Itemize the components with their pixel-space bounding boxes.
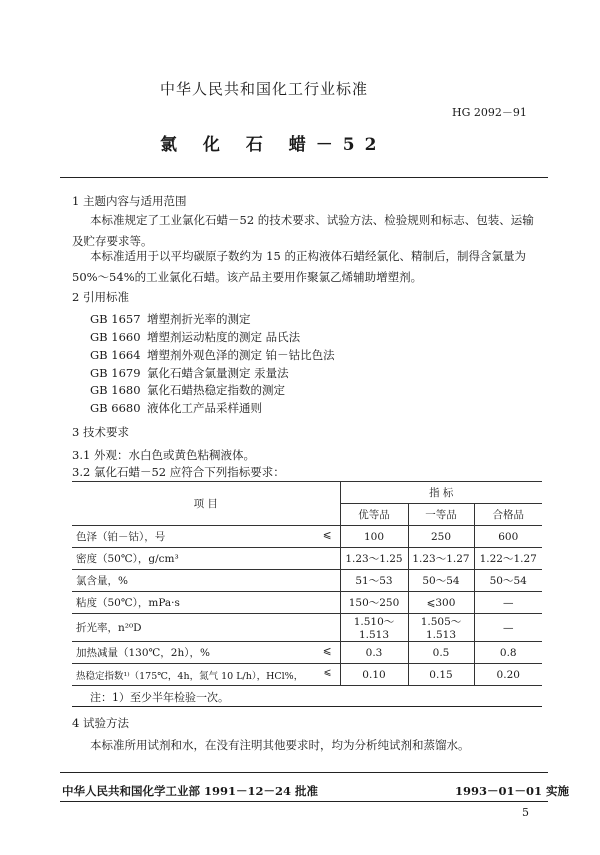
reference-item xyxy=(90,365,289,381)
reference-item xyxy=(90,311,251,327)
row-limit-symbol: ⩽ xyxy=(322,645,332,657)
approval-text: 中华人民共和国化学工业部 1991－12－24 批准 xyxy=(62,784,319,798)
standard-code: HG 2092－91 xyxy=(452,106,527,119)
section-4-paragraph: 本标准所用试剂和水，在没有注明其他要求时，均为分析纯试剂和蒸馏水。 xyxy=(90,738,470,752)
table-row xyxy=(72,548,542,570)
reference-title: 氯化石蜡含氯量测定 汞量法 xyxy=(147,366,289,380)
value-cell: 1.510～1.513 xyxy=(340,614,408,642)
row-item-label: 氯含量，% xyxy=(76,575,128,587)
table-row xyxy=(72,614,542,642)
note-divider xyxy=(72,706,542,707)
requirement-3-2: 3.2 氯化石蜡－52 应符合下列指标要求： xyxy=(72,465,285,479)
row-item-cell xyxy=(72,548,340,570)
document-title: 氯 化 石 蜡－52 xyxy=(160,135,387,155)
value-cell: — xyxy=(474,592,542,614)
row-item-label: 折光率，n²⁰D xyxy=(76,622,142,634)
value-cell: 1.505～1.513 xyxy=(408,614,474,642)
value-cell: 250 xyxy=(408,526,474,548)
row-item-cell xyxy=(72,664,340,686)
row-item-cell xyxy=(72,570,340,592)
reference-title: 液体化工产品采样通则 xyxy=(147,401,262,415)
value-cell: 0.10 xyxy=(340,664,408,686)
reference-code: GB 1660 xyxy=(90,330,141,344)
reference-code: GB 6680 xyxy=(90,401,141,415)
value-cell: 50～54 xyxy=(408,570,474,592)
table-row xyxy=(72,664,542,686)
section-2-heading: 2 引用标准 xyxy=(72,290,129,304)
value-cell: 150～250 xyxy=(340,592,408,614)
value-cell: 1.23～1.25 xyxy=(340,548,408,570)
value-cell: 0.8 xyxy=(474,642,542,664)
table-row xyxy=(72,570,542,592)
row-item-cell xyxy=(72,642,340,664)
table-header-index: 指 标 xyxy=(340,482,542,504)
value-cell: 0.20 xyxy=(474,664,542,686)
reference-item xyxy=(90,347,335,363)
grade-header: 一等品 xyxy=(408,504,474,526)
reference-code: GB 1679 xyxy=(90,366,141,380)
table-header-item: 项 目 xyxy=(72,482,340,526)
table-row xyxy=(72,642,542,664)
value-cell: 50～54 xyxy=(474,570,542,592)
row-item-label: 粘度（50℃），mPa·s xyxy=(76,597,180,609)
value-cell: 600 xyxy=(474,526,542,548)
reference-item xyxy=(90,329,300,345)
effective-date: 1993－01－01 实施 xyxy=(455,784,570,798)
section-3-heading: 3 技术要求 xyxy=(72,425,129,439)
section-4-heading: 4 试验方法 xyxy=(72,716,129,730)
requirement-3-1: 3.1 外观：水白色或黄色粘稠液体。 xyxy=(72,448,255,462)
row-item-cell xyxy=(72,614,340,642)
table-note: 注：1）至少半年检验一次。 xyxy=(90,691,229,704)
row-item-cell xyxy=(72,592,340,614)
reference-code: GB 1657 xyxy=(90,312,141,326)
value-cell: 1.23～1.27 xyxy=(408,548,474,570)
footer-bottom-divider xyxy=(60,801,548,802)
table-row xyxy=(72,526,542,548)
specification-table xyxy=(72,481,542,686)
row-item-label: 密度（50℃），g/cm³ xyxy=(76,553,179,565)
header-divider xyxy=(60,177,548,178)
value-cell: 1.22～1.27 xyxy=(474,548,542,570)
page-number: 5 xyxy=(522,806,529,819)
value-cell: — xyxy=(474,614,542,642)
row-limit-symbol: ⩽ xyxy=(323,667,332,678)
value-cell: 0.5 xyxy=(408,642,474,664)
value-cell: 100 xyxy=(340,526,408,548)
grade-header: 合格品 xyxy=(474,504,542,526)
table-row xyxy=(72,592,542,614)
reference-title: 增塑剂折光率的测定 xyxy=(147,312,251,326)
reference-code: GB 1680 xyxy=(90,383,141,397)
reference-item xyxy=(90,400,262,416)
section-1-heading: 1 主题内容与适用范围 xyxy=(72,194,187,208)
section-1-paragraph-1: 本标准规定了工业氯化石蜡－52 的技术要求、试验方法、检验规则和标志、包装、运输及贮存要求等。 xyxy=(72,213,534,248)
reference-title: 增塑剂运动粘度的测定 品氏法 xyxy=(147,330,301,344)
row-item-label: 色泽（铂－钴），号 xyxy=(76,531,166,543)
reference-title: 增塑剂外观色泽的测定 铂－钴比色法 xyxy=(147,348,335,362)
row-item-label: 热稳定指数¹⁾（175℃，4h，氮气 10 L/h），HCl%， xyxy=(76,670,304,682)
grade-header: 优等品 xyxy=(340,504,408,526)
reference-item xyxy=(90,382,285,398)
reference-title: 氯化石蜡热稳定指数的测定 xyxy=(147,383,285,397)
footer-divider xyxy=(60,772,548,773)
reference-code: GB 1664 xyxy=(90,348,141,362)
value-cell: 0.3 xyxy=(340,642,408,664)
row-item-label: 加热减量（130℃，2h），% xyxy=(76,647,210,659)
section-1-paragraph-2: 本标准适用于以平均碳原子数约为 15 的正构液体石蜡经氯化、精制后，制得含氯量为 50%～54%的工业氯化石蜡。该产品主要用作聚氯乙烯辅助增塑剂。 xyxy=(72,249,526,284)
value-cell: 51～53 xyxy=(340,570,408,592)
value-cell: ⩽300 xyxy=(408,592,474,614)
row-limit-symbol: ⩽ xyxy=(322,529,332,541)
value-cell: 0.15 xyxy=(408,664,474,686)
organization-title: 中华人民共和国化工行业标准 xyxy=(160,80,369,98)
row-item-cell xyxy=(72,526,340,548)
